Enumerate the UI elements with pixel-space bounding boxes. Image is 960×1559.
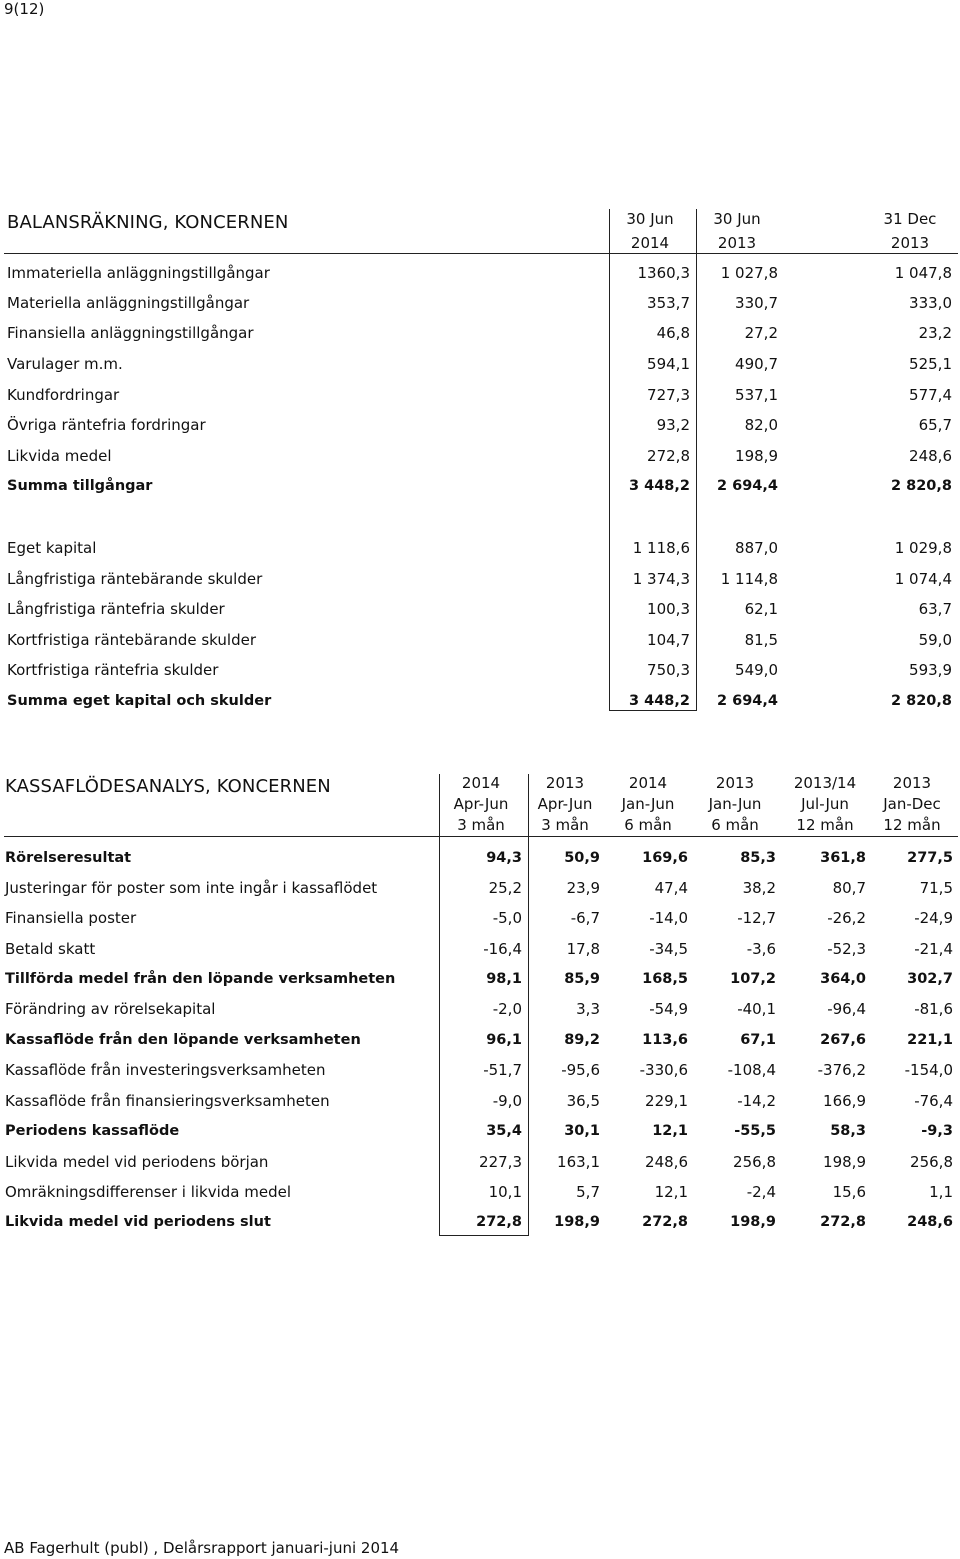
cashflow-cell-value: -81,6 bbox=[914, 1000, 953, 1018]
cashflow-cell-value: 229,1 bbox=[645, 1092, 688, 1110]
cashflow-cell-value: -6,7 bbox=[570, 909, 600, 927]
cashflow-row-label: Omräkningsdifferenser i likvida medel bbox=[5, 1183, 292, 1201]
cashflow-cell-value: 272,8 bbox=[820, 1214, 866, 1230]
balance-cell-value: 100,3 bbox=[647, 600, 690, 618]
cashflow-cell-value: 256,8 bbox=[910, 1153, 953, 1171]
balance-cell-value: 1 374,3 bbox=[632, 570, 690, 588]
balance-cell-value: 59,0 bbox=[918, 631, 952, 649]
cashflow-cell-value: -96,4 bbox=[827, 1000, 866, 1018]
balance-highlight-column bbox=[609, 209, 697, 711]
cashflow-cell-value: 256,8 bbox=[733, 1153, 776, 1171]
footer-text: AB Fagerhult (publ) , Delårsrapport januari-juni 2014 bbox=[4, 1539, 400, 1557]
cashflow-column-header: Jan-Dec bbox=[883, 795, 941, 813]
cashflow-cell-value: -5,0 bbox=[492, 909, 522, 927]
balance-cell-value: 1 074,4 bbox=[894, 570, 952, 588]
balance-header-rule bbox=[4, 253, 958, 254]
cashflow-row-label: Finansiella poster bbox=[5, 909, 137, 927]
balance-cell-value: 2 820,8 bbox=[890, 693, 952, 709]
balance-cell-value: 81,5 bbox=[744, 631, 778, 649]
balance-cell-value: 3 448,2 bbox=[628, 693, 690, 709]
cashflow-column-header: 2013/14 bbox=[793, 774, 857, 792]
cashflow-cell-value: 248,6 bbox=[645, 1153, 688, 1171]
balance-cell-value: 2 694,4 bbox=[716, 478, 778, 494]
cashflow-cell-value: -16,4 bbox=[483, 940, 522, 958]
balance-row-label: Kundfordringar bbox=[7, 386, 120, 404]
cashflow-cell-value: 12,1 bbox=[654, 1183, 688, 1201]
cashflow-cell-value: -14,2 bbox=[737, 1092, 776, 1110]
balance-cell-value: 1360,3 bbox=[637, 264, 690, 282]
balance-row-label: Summa eget kapital och skulder bbox=[7, 693, 272, 709]
cashflow-cell-value: -40,1 bbox=[737, 1000, 776, 1018]
balance-column-header-year: 2013 bbox=[717, 234, 757, 252]
cashflow-row-label: Kassaflöde från finansieringsverksamheten bbox=[5, 1092, 330, 1110]
cashflow-cell-value: -14,0 bbox=[649, 909, 688, 927]
cashflow-cell-value: 80,7 bbox=[832, 879, 866, 897]
cashflow-cell-value: 267,6 bbox=[820, 1032, 866, 1048]
cashflow-cell-value: -376,2 bbox=[817, 1061, 866, 1079]
cashflow-cell-value: -2,0 bbox=[492, 1000, 522, 1018]
cashflow-column-header: 3 mån bbox=[541, 816, 589, 834]
cashflow-cell-value: 5,7 bbox=[576, 1183, 600, 1201]
cashflow-title: KASSAFLÖDESANALYS, KONCERNEN bbox=[5, 776, 331, 797]
cashflow-row-label: Betald skatt bbox=[5, 940, 96, 958]
balance-cell-value: 594,1 bbox=[647, 355, 690, 373]
cashflow-cell-value: 94,3 bbox=[486, 850, 522, 866]
balance-cell-value: 887,0 bbox=[735, 539, 778, 557]
cashflow-cell-value: -34,5 bbox=[649, 940, 688, 958]
balance-cell-value: 46,8 bbox=[656, 324, 690, 342]
cashflow-cell-value: -154,0 bbox=[904, 1061, 953, 1079]
balance-column-header-date: 31 Dec bbox=[883, 210, 937, 228]
cashflow-cell-value: 107,2 bbox=[730, 971, 776, 987]
cashflow-cell-value: 272,8 bbox=[476, 1214, 522, 1230]
cashflow-cell-value: 17,8 bbox=[566, 940, 600, 958]
balance-row-label: Kortfristiga räntebärande skulder bbox=[7, 631, 256, 649]
balance-cell-value: 2 694,4 bbox=[716, 693, 778, 709]
cashflow-cell-value: 248,6 bbox=[907, 1214, 953, 1230]
cashflow-row-label: Tillförda medel från den löpande verksamheten bbox=[5, 971, 396, 987]
balance-cell-value: 330,7 bbox=[735, 294, 778, 312]
balance-cell-value: 1 118,6 bbox=[632, 539, 690, 557]
cashflow-cell-value: 35,4 bbox=[486, 1123, 522, 1139]
balance-row-label: Övriga räntefria fordringar bbox=[7, 416, 206, 434]
balance-cell-value: 93,2 bbox=[656, 416, 690, 434]
cashflow-column-header: 2013 bbox=[545, 774, 585, 792]
cashflow-cell-value: 58,3 bbox=[830, 1123, 866, 1139]
balance-row-label: Likvida medel bbox=[7, 447, 112, 465]
balance-cell-value: 82,0 bbox=[744, 416, 778, 434]
cashflow-column-header: Jul-Jun bbox=[801, 795, 849, 813]
cashflow-cell-value: 221,1 bbox=[907, 1032, 953, 1048]
cashflow-cell-value: 169,6 bbox=[642, 850, 688, 866]
cashflow-cell-value: 163,1 bbox=[557, 1153, 600, 1171]
balance-cell-value: 525,1 bbox=[909, 355, 952, 373]
cashflow-cell-value: 36,5 bbox=[566, 1092, 600, 1110]
cashflow-cell-value: -54,9 bbox=[649, 1000, 688, 1018]
balance-column-header-date: 30 Jun bbox=[713, 210, 761, 228]
cashflow-column-header: 2014 bbox=[628, 774, 668, 792]
balance-cell-value: 727,3 bbox=[647, 386, 690, 404]
balance-row-label: Varulager m.m. bbox=[7, 355, 123, 373]
cashflow-cell-value: 23,9 bbox=[566, 879, 600, 897]
cashflow-cell-value: 198,9 bbox=[730, 1214, 776, 1230]
cashflow-row-label: Likvida medel vid periodens början bbox=[5, 1153, 269, 1171]
cashflow-column-header: 2014 bbox=[461, 774, 501, 792]
cashflow-column-header: 2013 bbox=[892, 774, 932, 792]
cashflow-cell-value: -2,4 bbox=[746, 1183, 776, 1201]
cashflow-column-header: Jan-Jun bbox=[621, 795, 675, 813]
balance-cell-value: 593,9 bbox=[909, 661, 952, 679]
cashflow-row-label: Periodens kassaflöde bbox=[5, 1123, 180, 1139]
balance-cell-value: 198,9 bbox=[735, 447, 778, 465]
cashflow-column-header: 2013 bbox=[715, 774, 755, 792]
balance-row-label: Långfristiga räntebärande skulder bbox=[7, 570, 263, 588]
cashflow-cell-value: 198,9 bbox=[554, 1214, 600, 1230]
cashflow-row-label: Likvida medel vid periodens slut bbox=[5, 1214, 271, 1230]
cashflow-cell-value: -21,4 bbox=[914, 940, 953, 958]
balance-cell-value: 248,6 bbox=[909, 447, 952, 465]
balance-row-label: Långfristiga räntefria skulder bbox=[7, 600, 225, 618]
balance-cell-value: 577,4 bbox=[909, 386, 952, 404]
balance-row-label: Finansiella anläggningstillgångar bbox=[7, 324, 254, 342]
balance-cell-value: 490,7 bbox=[735, 355, 778, 373]
cashflow-cell-value: -95,6 bbox=[561, 1061, 600, 1079]
cashflow-cell-value: 67,1 bbox=[740, 1032, 776, 1048]
balance-cell-value: 63,7 bbox=[918, 600, 952, 618]
cashflow-cell-value: 113,6 bbox=[642, 1032, 688, 1048]
balance-cell-value: 62,1 bbox=[744, 600, 778, 618]
cashflow-cell-value: 47,4 bbox=[654, 879, 688, 897]
cashflow-cell-value: -76,4 bbox=[914, 1092, 953, 1110]
balance-cell-value: 2 820,8 bbox=[890, 478, 952, 494]
balance-cell-value: 537,1 bbox=[735, 386, 778, 404]
balance-cell-value: 27,2 bbox=[744, 324, 778, 342]
cashflow-cell-value: -108,4 bbox=[727, 1061, 776, 1079]
cashflow-cell-value: 198,9 bbox=[823, 1153, 866, 1171]
cashflow-cell-value: -12,7 bbox=[737, 909, 776, 927]
cashflow-row-label: Kassaflöde från investeringsverksamheten bbox=[5, 1061, 326, 1079]
cashflow-cell-value: 12,1 bbox=[652, 1123, 688, 1139]
balance-cell-value: 3 448,2 bbox=[628, 478, 690, 494]
cashflow-row-label: Kassaflöde från den löpande verksamheten bbox=[5, 1032, 361, 1048]
balance-cell-value: 1 027,8 bbox=[720, 264, 778, 282]
balance-cell-value: 272,8 bbox=[647, 447, 690, 465]
cashflow-cell-value: 71,5 bbox=[919, 879, 953, 897]
balance-column-header-year: 2014 bbox=[630, 234, 670, 252]
cashflow-cell-value: 166,9 bbox=[823, 1092, 866, 1110]
cashflow-cell-value: 277,5 bbox=[907, 850, 953, 866]
cashflow-cell-value: 96,1 bbox=[486, 1032, 522, 1048]
cashflow-row-label: Rörelseresultat bbox=[5, 850, 132, 866]
cashflow-cell-value: -330,6 bbox=[639, 1061, 688, 1079]
cashflow-column-header: 12 mån bbox=[796, 816, 854, 834]
cashflow-cell-value: 85,3 bbox=[740, 850, 776, 866]
cashflow-cell-value: -26,2 bbox=[827, 909, 866, 927]
cashflow-column-header: Apr-Jun bbox=[537, 795, 593, 813]
cashflow-cell-value: 364,0 bbox=[820, 971, 866, 987]
cashflow-cell-value: 10,1 bbox=[488, 1183, 522, 1201]
balance-cell-value: 23,2 bbox=[918, 324, 952, 342]
cashflow-cell-value: 98,1 bbox=[486, 971, 522, 987]
cashflow-cell-value: 25,2 bbox=[488, 879, 522, 897]
cashflow-cell-value: -9,3 bbox=[921, 1123, 953, 1139]
cashflow-cell-value: 30,1 bbox=[564, 1123, 600, 1139]
cashflow-cell-value: 50,9 bbox=[564, 850, 600, 866]
balance-cell-value: 750,3 bbox=[647, 661, 690, 679]
cashflow-column-header: Jan-Jun bbox=[708, 795, 762, 813]
balance-cell-value: 65,7 bbox=[918, 416, 952, 434]
balance-row-label: Eget kapital bbox=[7, 539, 97, 557]
cashflow-cell-value: 272,8 bbox=[642, 1214, 688, 1230]
cashflow-row-label: Justeringar för poster som inte ingår i kassaflödet bbox=[5, 879, 378, 897]
cashflow-cell-value: 38,2 bbox=[742, 879, 776, 897]
cashflow-cell-value: 1,1 bbox=[929, 1183, 953, 1201]
balance-column-header-date: 30 Jun bbox=[626, 210, 674, 228]
cashflow-column-header: Apr-Jun bbox=[453, 795, 509, 813]
cashflow-cell-value: -3,6 bbox=[746, 940, 776, 958]
cashflow-column-header: 12 mån bbox=[883, 816, 941, 834]
cashflow-cell-value: -24,9 bbox=[914, 909, 953, 927]
cashflow-cell-value: 227,3 bbox=[479, 1153, 522, 1171]
balance-cell-value: 333,0 bbox=[909, 294, 952, 312]
cashflow-column-header: 6 mån bbox=[711, 816, 759, 834]
cashflow-cell-value: 3,3 bbox=[576, 1000, 600, 1018]
cashflow-cell-value: 361,8 bbox=[820, 850, 866, 866]
cashflow-column-header: 3 mån bbox=[457, 816, 505, 834]
balance-cell-value: 353,7 bbox=[647, 294, 690, 312]
balance-title: BALANSRÄKNING, KONCERNEN bbox=[7, 212, 289, 233]
balance-row-label: Summa tillgångar bbox=[7, 478, 153, 494]
cashflow-column-header: 6 mån bbox=[624, 816, 672, 834]
cashflow-cell-value: 15,6 bbox=[832, 1183, 866, 1201]
cashflow-cell-value: -55,5 bbox=[734, 1123, 776, 1139]
balance-cell-value: 549,0 bbox=[735, 661, 778, 679]
balance-cell-value: 1 114,8 bbox=[720, 570, 778, 588]
page-number: 9(12) bbox=[4, 0, 45, 18]
cashflow-cell-value: 168,5 bbox=[642, 971, 688, 987]
cashflow-row-label: Förändring av rörelsekapital bbox=[5, 1000, 216, 1018]
cashflow-cell-value: -51,7 bbox=[483, 1061, 522, 1079]
balance-column-header-year: 2013 bbox=[890, 234, 930, 252]
balance-row-label: Kortfristiga räntefria skulder bbox=[7, 661, 219, 679]
cashflow-cell-value: 89,2 bbox=[564, 1032, 600, 1048]
balance-cell-value: 104,7 bbox=[647, 631, 690, 649]
cashflow-cell-value: 302,7 bbox=[907, 971, 953, 987]
balance-row-label: Materiella anläggningstillgångar bbox=[7, 294, 250, 312]
cashflow-highlight-column bbox=[439, 774, 529, 1236]
balance-row-label: Immateriella anläggningstillgångar bbox=[7, 264, 270, 282]
cashflow-cell-value: -9,0 bbox=[492, 1092, 522, 1110]
cashflow-cell-value: -52,3 bbox=[827, 940, 866, 958]
cashflow-cell-value: 85,9 bbox=[564, 971, 600, 987]
balance-cell-value: 1 047,8 bbox=[894, 264, 952, 282]
balance-cell-value: 1 029,8 bbox=[894, 539, 952, 557]
